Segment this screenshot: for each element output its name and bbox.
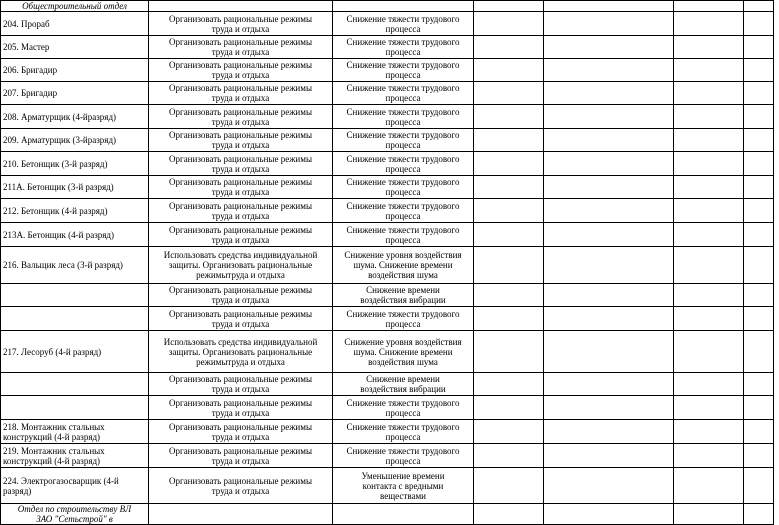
- empty-cell: [544, 307, 674, 331]
- empty-cell: [674, 468, 744, 504]
- empty-cell: [544, 420, 674, 444]
- empty-cell: [544, 331, 674, 373]
- worker-position-cell: 217. Лесоруб (4-й разряд): [1, 331, 149, 373]
- worker-position-cell: 212. Бетонщик (4-й разряд): [1, 199, 149, 223]
- empty-cell: [544, 59, 674, 82]
- table-row: [1, 373, 774, 396]
- empty-cell: [674, 152, 744, 176]
- empty-cell: [674, 36, 744, 59]
- empty-cell: [744, 223, 774, 247]
- table-row: [1, 331, 774, 373]
- worker-position-cell: 206. Бригадир: [1, 59, 149, 82]
- empty-cell: [674, 12, 744, 36]
- empty-cell: [474, 420, 544, 444]
- department-row: [1, 1, 774, 12]
- empty-cell: [674, 247, 744, 284]
- goal-cell: Снижение тяжести трудового процесса: [333, 420, 474, 444]
- worker-position-cell: 211А. Бетонщик (3-й разряд): [1, 176, 149, 199]
- worker-position-cell: 219. Монтажник стальных конструкций (4-й разряд): [1, 444, 149, 468]
- measure-cell: Организовать рациональные режимы труда и отдыха: [149, 373, 333, 396]
- empty-cell: [474, 331, 544, 373]
- worker-position-cell: [1, 373, 149, 396]
- empty-cell: [544, 373, 674, 396]
- empty-cell: [744, 105, 774, 129]
- table-row: [1, 129, 774, 152]
- empty-cell: [474, 247, 544, 284]
- empty-cell: [474, 199, 544, 223]
- empty-cell: [674, 105, 744, 129]
- measure-cell: Организовать рациональные режимы труда и отдыха: [149, 12, 333, 36]
- table-row: [1, 420, 774, 444]
- empty-cell: [544, 176, 674, 199]
- measure-cell: Организовать рациональные режимы труда и отдыха: [149, 223, 333, 247]
- goal-cell: Снижение тяжести трудового процесса: [333, 12, 474, 36]
- empty-cell: [544, 247, 674, 284]
- empty-cell: [544, 284, 674, 307]
- worker-position-cell: 218. Монтажник стальных конструкций (4-й разряд): [1, 420, 149, 444]
- worker-position-cell: 208. Арматурщик (4-йразряд): [1, 105, 149, 129]
- table-row: [1, 247, 774, 284]
- empty-cell: [149, 1, 333, 12]
- worker-position-cell: 209. Арматурщик (3-йразряд): [1, 129, 149, 152]
- empty-cell: [474, 36, 544, 59]
- empty-cell: [474, 105, 544, 129]
- empty-cell: [544, 152, 674, 176]
- empty-cell: [544, 129, 674, 152]
- measure-cell: Организовать рациональные режимы труда и отдыха: [149, 59, 333, 82]
- measure-cell: Организовать рациональные режимы труда и отдыха: [149, 36, 333, 59]
- empty-cell: [744, 504, 774, 525]
- goal-cell: Снижение тяжести трудового процесса: [333, 152, 474, 176]
- table-row: [1, 223, 774, 247]
- empty-cell: [474, 12, 544, 36]
- empty-cell: [474, 307, 544, 331]
- empty-cell: [544, 504, 674, 525]
- empty-cell: [544, 444, 674, 468]
- measure-cell: Организовать рациональные режимы труда и отдыха: [149, 82, 333, 105]
- goal-cell: Снижение тяжести трудового процесса: [333, 396, 474, 420]
- empty-cell: [474, 59, 544, 82]
- table-row: [1, 82, 774, 105]
- empty-cell: [674, 223, 744, 247]
- measure-cell: Использовать средства индивидуальной защиты. Организовать рациональные режимытруда и отдыха: [149, 247, 333, 284]
- measure-cell: Организовать рациональные режимы труда и отдыха: [149, 284, 333, 307]
- empty-cell: [474, 176, 544, 199]
- worker-position-cell: 204. Прораб: [1, 12, 149, 36]
- measure-cell: Использовать средства индивидуальной защиты. Организовать рациональные режимытруда и отдыха: [149, 331, 333, 373]
- goal-cell: Снижение тяжести трудового процесса: [333, 444, 474, 468]
- empty-cell: [474, 129, 544, 152]
- worker-position-cell: 216. Вальщик леса (3-й разряд): [1, 247, 149, 284]
- measures-table-body: [1, 1, 774, 525]
- empty-cell: [744, 199, 774, 223]
- worker-position-cell: 224. Электрогазосварщик (4-й разряд): [1, 468, 149, 504]
- worker-position-cell: 213А. Бетонщик (4-й разряд): [1, 223, 149, 247]
- empty-cell: [674, 307, 744, 331]
- worker-position-cell: 207. Бригадир: [1, 82, 149, 105]
- empty-cell: [474, 152, 544, 176]
- empty-cell: [149, 504, 333, 525]
- measure-cell: Организовать рациональные режимы труда и отдыха: [149, 420, 333, 444]
- empty-cell: [744, 444, 774, 468]
- department-row: [1, 504, 774, 525]
- goal-cell: Снижение тяжести трудового процесса: [333, 307, 474, 331]
- empty-cell: [544, 1, 674, 12]
- worker-position-cell: 210. Бетонщик (3-й разряд): [1, 152, 149, 176]
- goal-cell: Уменьшение времени контакта с вредными веществами: [333, 468, 474, 504]
- table-row: [1, 59, 774, 82]
- empty-cell: [474, 223, 544, 247]
- empty-cell: [744, 468, 774, 504]
- empty-cell: [744, 1, 774, 12]
- table-row: [1, 396, 774, 420]
- empty-cell: [674, 504, 744, 525]
- measure-cell: Организовать рациональные режимы труда и отдыха: [149, 307, 333, 331]
- table-row: [1, 307, 774, 331]
- table-row: [1, 152, 774, 176]
- empty-cell: [674, 420, 744, 444]
- goal-cell: Снижение тяжести трудового процесса: [333, 36, 474, 59]
- worker-position-cell: [1, 307, 149, 331]
- empty-cell: [674, 396, 744, 420]
- goal-cell: Снижение тяжести трудового процесса: [333, 199, 474, 223]
- empty-cell: [333, 504, 474, 525]
- empty-cell: [674, 199, 744, 223]
- empty-cell: [544, 199, 674, 223]
- empty-cell: [544, 396, 674, 420]
- goal-cell: Снижение уровня воздействия шума. Снижение времени воздействия шума: [333, 331, 474, 373]
- goal-cell: Снижение тяжести трудового процесса: [333, 129, 474, 152]
- empty-cell: [544, 468, 674, 504]
- empty-cell: [744, 176, 774, 199]
- goal-cell: Снижение уровня воздействия шума. Снижение времени воздействия шума: [333, 247, 474, 284]
- empty-cell: [744, 152, 774, 176]
- empty-cell: [744, 396, 774, 420]
- empty-cell: [744, 82, 774, 105]
- empty-cell: [544, 12, 674, 36]
- empty-cell: [744, 373, 774, 396]
- table-row: [1, 199, 774, 223]
- empty-cell: [674, 284, 744, 307]
- goal-cell: Снижение тяжести трудового процесса: [333, 223, 474, 247]
- empty-cell: [474, 284, 544, 307]
- measure-cell: Организовать рациональные режимы труда и отдыха: [149, 152, 333, 176]
- goal-cell: Снижение тяжести трудового процесса: [333, 105, 474, 129]
- goal-cell: Снижение тяжести трудового процесса: [333, 59, 474, 82]
- empty-cell: [744, 129, 774, 152]
- measure-cell: Организовать рациональные режимы труда и отдыха: [149, 105, 333, 129]
- empty-cell: [474, 468, 544, 504]
- measure-cell: Организовать рациональные режимы труда и отдыха: [149, 468, 333, 504]
- measure-cell: Организовать рациональные режимы труда и отдыха: [149, 444, 333, 468]
- worker-position-cell: [1, 396, 149, 420]
- empty-cell: [674, 1, 744, 12]
- empty-cell: [744, 284, 774, 307]
- goal-cell: Снижение времени воздействия вибрации: [333, 373, 474, 396]
- table-row: [1, 468, 774, 504]
- empty-cell: [674, 82, 744, 105]
- empty-cell: [744, 36, 774, 59]
- measure-cell: Организовать рациональные режимы труда и отдыха: [149, 396, 333, 420]
- goal-cell: Снижение тяжести трудового процесса: [333, 176, 474, 199]
- goal-cell: Снижение времени воздействия вибрации: [333, 284, 474, 307]
- measure-cell: Организовать рациональные режимы труда и отдыха: [149, 199, 333, 223]
- empty-cell: [674, 373, 744, 396]
- empty-cell: [544, 105, 674, 129]
- empty-cell: [744, 59, 774, 82]
- empty-cell: [544, 82, 674, 105]
- empty-cell: [674, 444, 744, 468]
- empty-cell: [474, 82, 544, 105]
- table-row: [1, 284, 774, 307]
- empty-cell: [744, 420, 774, 444]
- empty-cell: [474, 504, 544, 525]
- empty-cell: [674, 129, 744, 152]
- empty-cell: [333, 1, 474, 12]
- worker-position-cell: 205. Мастер: [1, 36, 149, 59]
- empty-cell: [674, 331, 744, 373]
- table-row: [1, 176, 774, 199]
- department-title: Общестроительный отдел: [1, 1, 149, 12]
- department-title: Отдел по строительству ВЛ ЗАО "Сетьстрой" в: [1, 504, 149, 525]
- empty-cell: [674, 59, 744, 82]
- empty-cell: [674, 176, 744, 199]
- measure-cell: Организовать рациональные режимы труда и отдыха: [149, 129, 333, 152]
- empty-cell: [744, 12, 774, 36]
- measure-cell: Организовать рациональные режимы труда и отдыха: [149, 176, 333, 199]
- empty-cell: [474, 1, 544, 12]
- empty-cell: [474, 373, 544, 396]
- empty-cell: [544, 36, 674, 59]
- table-row: [1, 444, 774, 468]
- table-row: [1, 105, 774, 129]
- goal-cell: Снижение тяжести трудового процесса: [333, 82, 474, 105]
- empty-cell: [744, 331, 774, 373]
- empty-cell: [744, 307, 774, 331]
- empty-cell: [544, 223, 674, 247]
- table-row: [1, 36, 774, 59]
- empty-cell: [474, 444, 544, 468]
- empty-cell: [744, 247, 774, 284]
- empty-cell: [474, 396, 544, 420]
- table-row: [1, 12, 774, 36]
- worker-position-cell: [1, 284, 149, 307]
